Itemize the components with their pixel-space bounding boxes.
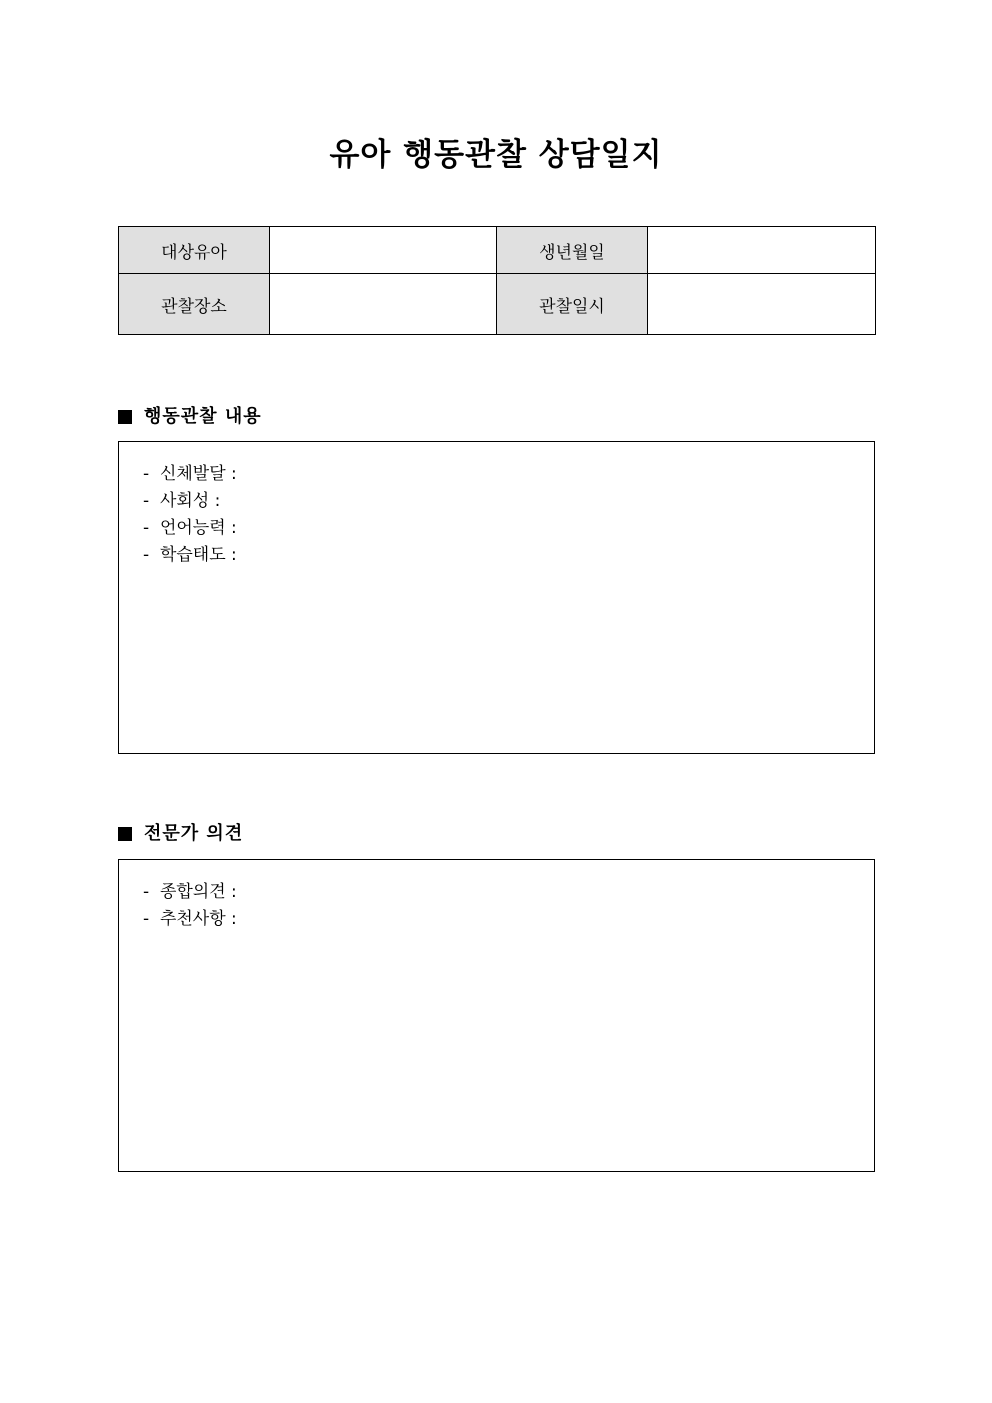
behavior-section-heading (118, 405, 262, 429)
info-table (118, 226, 876, 335)
expert-opinion-box[interactable] (118, 859, 875, 1172)
observation-date-label: 관찰일시 (497, 274, 648, 335)
list-item-language: - 언어능력 : (143, 518, 237, 538)
list-item-attitude: - 학습태도 : (143, 545, 237, 565)
observation-date-field[interactable] (648, 274, 876, 335)
expert-section-title: 전문가 의견 (144, 823, 244, 844)
info-row-2 (119, 274, 876, 335)
observation-place-field[interactable] (270, 274, 497, 335)
behavior-observation-box[interactable] (118, 441, 875, 754)
list-item-social: - 사회성 : (143, 491, 221, 511)
behavior-items-list (119, 442, 874, 569)
observation-place-label: 관찰장소 (119, 274, 270, 335)
birth-date-field[interactable] (648, 227, 876, 274)
square-bullet-icon (118, 827, 132, 841)
square-bullet-icon (118, 410, 132, 424)
expert-section-heading (118, 822, 243, 846)
birth-date-label: 생년월일 (497, 227, 648, 274)
list-item-recommendation: - 추천사항 : (143, 909, 237, 929)
child-name-field[interactable] (270, 227, 497, 274)
list-item-physical: - 신체발달 : (143, 464, 237, 484)
behavior-section-title: 행동관찰 내용 (144, 406, 262, 427)
child-name-label: 대상유아 (119, 227, 270, 274)
info-row-1 (119, 227, 876, 274)
document-title: 유아 행동관찰 상담일지 (329, 137, 663, 173)
list-item-overall-opinion: - 종합의견 : (143, 882, 237, 902)
expert-items-list (119, 860, 874, 933)
